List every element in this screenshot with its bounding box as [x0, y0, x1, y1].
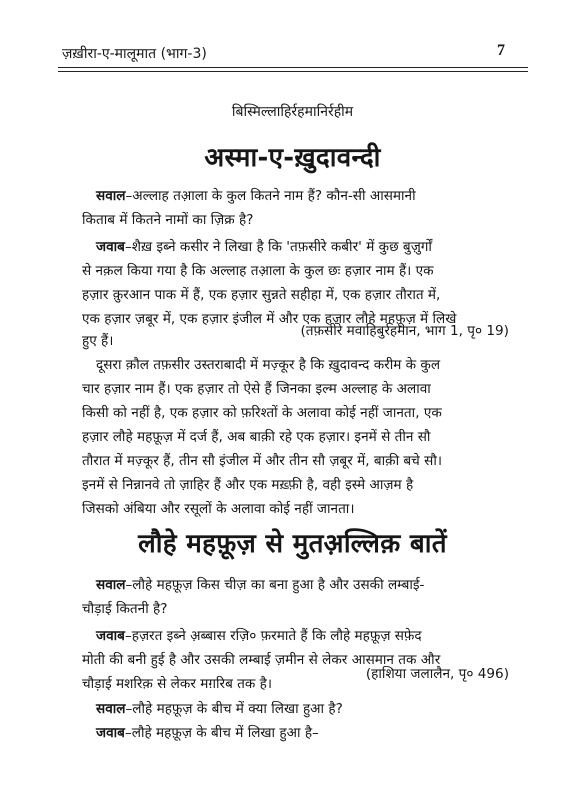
- answer-label: जवाब: [96, 239, 125, 255]
- header-rule-bottom: [58, 71, 528, 72]
- question-line: [96, 187, 416, 205]
- answer-label: जवाब: [96, 725, 125, 741]
- paragraph-line: हज़ार लौहे महफ़ूज़ में दर्ज हैं, अब बाक़ी रहे एक हज़ार। इनमें से तीन सौ: [82, 429, 431, 445]
- paragraph-line: चार हज़ार नाम हैं। एक हज़ार तो ऐसे हैं जिनका इल्म अल्लाह के अलावा: [82, 381, 431, 397]
- answer-line: हुए हैं।: [82, 333, 114, 349]
- paragraph-line: तौरात में मज़्कूर हैं, तीन सौ इंजील में और तीन सौ ज़बूर में, बाक़ी बचे सौ।: [82, 453, 442, 469]
- invocation-line: बिस्मिल्लाहिर्रहमानिर्रहीम: [231, 104, 354, 120]
- reference-citation: (हाशिया जलालैन, पृ० 496): [365, 666, 509, 682]
- answer-line: [96, 724, 319, 742]
- answer-line: एक हज़ार ज़बूर में, एक हज़ार इंजील में और एक हज़ार लौहे महफ़ूज़ में लिखे: [82, 311, 457, 327]
- question-text: –अल्लाह तआ़ला के कुल कितने नाम हैं? कौन-सी आसमानी: [125, 188, 416, 204]
- answer-label: जवाब: [96, 628, 125, 644]
- question-label: सवाल: [96, 577, 126, 593]
- answer-line: से नक़ल किया गया है कि अल्लाह तआ़ला के कुल छः हज़ार नाम हैं। एक: [82, 263, 434, 279]
- header-rule-top: [58, 67, 528, 68]
- answer-line: [96, 238, 432, 256]
- section-heading-lauhe-mahfuz: लौहे महफ़ूज़ से मुतअ़ल्लिक़ बातें: [138, 529, 447, 559]
- reference-citation: (तफ़सीरे मवाहिबुर्रहमान, भाग 1, पृ० 19): [300, 323, 509, 339]
- paragraph-line: इनमें से निन्नानवे तो ज़ाहिर हैं और एक मख़्फ़ी है, वही इस्मे आज़म है: [82, 477, 414, 493]
- question-text: –लौहे महफ़ूज़ के बीच में क्या लिखा हुआ है?: [125, 701, 343, 717]
- running-head-title: ज़ख़ीरा-ए-मालूमात (भाग-3): [62, 46, 207, 62]
- paragraph-line: किसी को नहीं है, एक हज़ार को फ़रिश्तों के अलावा कोई नहीं जानता, एक: [82, 405, 442, 421]
- question-label: सवाल: [96, 188, 126, 204]
- question-label: सवाल: [96, 701, 126, 717]
- question-line: किताब में कितने नामों का ज़िक्र है?: [82, 212, 254, 228]
- answer-line: [96, 627, 422, 645]
- answer-text: –शैख़ इब्ने कसीर ने लिखा है कि 'तफ़सीरे कबीर' में कुछ बुज़ुर्गों: [124, 239, 432, 255]
- answer-text: –लौहे महफ़ूज़ के बीच में लिखा हुआ है–: [124, 725, 319, 741]
- answer-line: हज़ार क़ुरआन पाक में हैं, एक हज़ार सुन्नते सहीहा में, एक हज़ार तौरात में,: [82, 287, 441, 303]
- answer-line: चौड़ाई मशरिक़ से लेकर मग़रिब तक है।: [82, 676, 273, 692]
- paragraph-line: दूसरा क़ौल तफ़सीर उस्तराबादी में मज़्कूर है कि ख़ुदावन्द करीम के कुल: [96, 357, 441, 373]
- answer-text: –हज़रत इब्ने अ़ब्बास रज़ि० फ़रमाते हैं कि लौहे महफ़ूज़ सफ़ेद: [124, 628, 422, 644]
- section-heading-names-of-god: अस्मा-ए-ख़ुदावन्दी: [204, 143, 381, 173]
- paragraph-line: जिसको अंबिया और रसूलों के अलावा कोई नहीं जानता।: [82, 501, 355, 517]
- question-line: [96, 700, 343, 718]
- answer-line: मोती की बनी हुई है और उसकी लम्बाई ज़मीन से लेकर आसमान तक और: [82, 652, 441, 668]
- question-line: [96, 576, 424, 594]
- question-line: चौड़ाई कितनी है?: [82, 601, 168, 617]
- question-text: –लौहे महफ़ूज़ किस चीज़ का बना हुआ है और उसकी लम्बाई-: [125, 577, 425, 593]
- page-number: 7: [497, 42, 505, 59]
